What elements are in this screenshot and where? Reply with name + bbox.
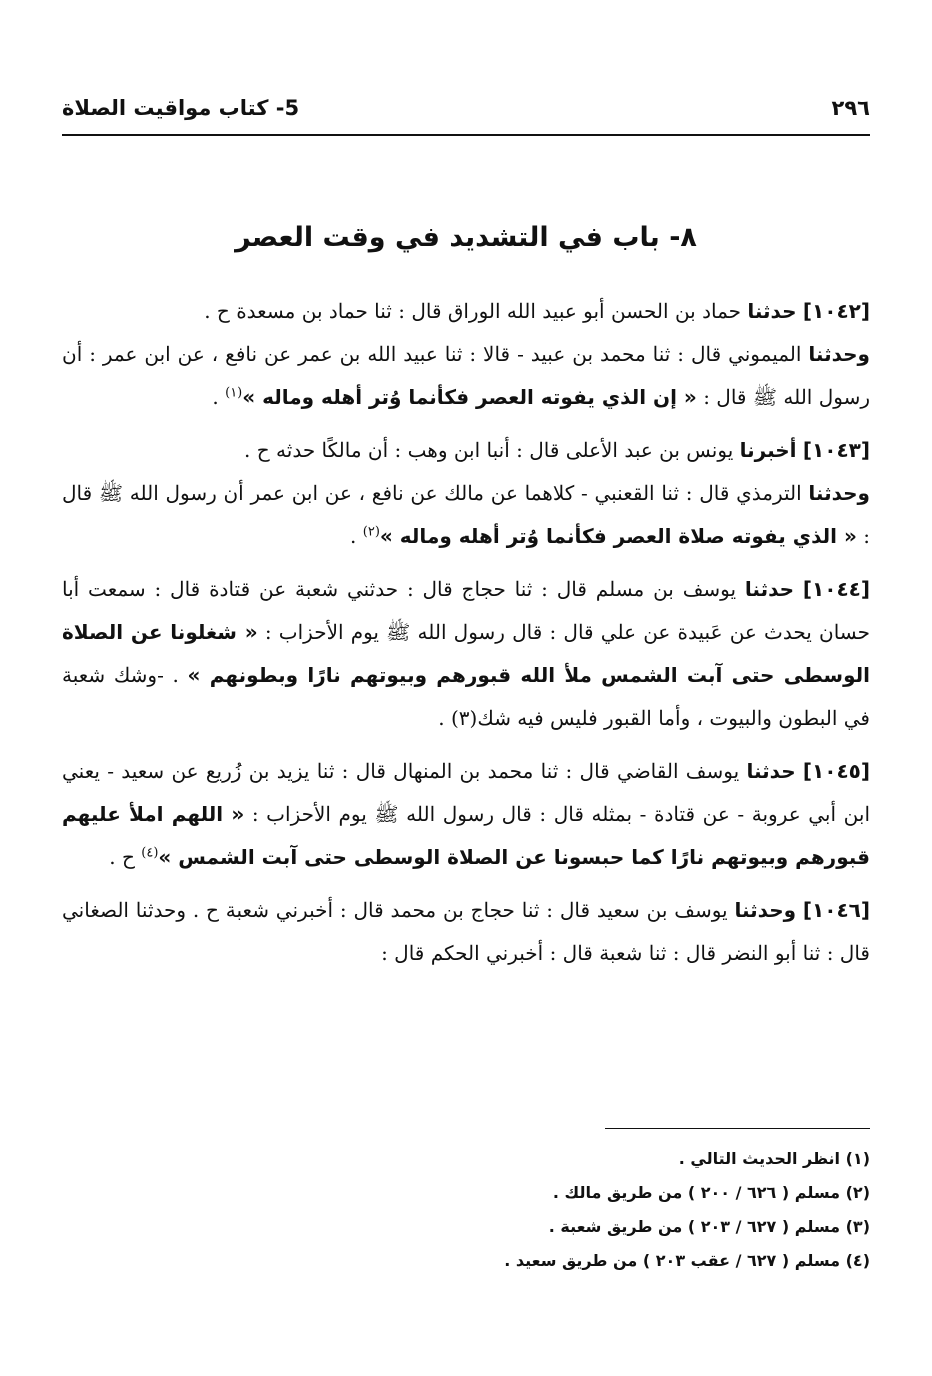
book-title: 5- كتاب مواقيت الصلاة — [62, 96, 300, 120]
hadith-number: [١٠٤٢] — [802, 299, 870, 323]
isnad-text: يوسف بن مسلم قال : ثنا حجاج قال : حدثني شعبة عن قتادة قال : سمعت أبا حسان يحدث عن عَبيدة عن علي قال : قال رسول الله ﷺ يوم الأحزاب : — [62, 577, 870, 644]
narration-lead: وحدثنا — [808, 342, 870, 366]
hadith-paragraph — [62, 472, 870, 558]
chapter-title: ٨- باب في التشديد في وقت العصر — [235, 222, 697, 253]
footnote-3: (٣) مسلم ( ٦٢٧ / ٢٠٣ ) من طريق شعبة . — [548, 1217, 870, 1236]
prophetic-quote: « الذي يفوته صلاة العصر فكأنما وُتر أهله وماله » — [379, 524, 857, 548]
hadith-paragraph — [62, 568, 870, 740]
footnote-4: (٤) مسلم ( ٦٢٧ / عقب ٢٠٣ ) من طريق سعيد . — [504, 1251, 870, 1270]
narration-lead: أخبرنا — [739, 438, 797, 462]
hadith-1045 — [62, 750, 870, 879]
hadith-1044 — [62, 568, 870, 740]
hadith-paragraph — [62, 750, 870, 879]
hadith-paragraph — [62, 429, 870, 472]
prophetic-quote: « شغلونا عن الصلاة الوسطى حتى آبت الشمس ملأ الله قبورهم وبيوتهم نارًا وبطونهم » — [62, 620, 870, 687]
footnote-ref: (٢) — [362, 524, 380, 540]
book-page — [62, 0, 870, 1376]
footnote-ref: (٤) — [141, 845, 159, 861]
footnote-ref: (١) — [225, 385, 243, 401]
prophetic-quote: « اللهم املأ عليهم قبورهم وبيوتهم نارًا كما حبسونا عن الصلاة الوسطى حتى آبت الشمس » — [62, 802, 870, 869]
page-number: ٢٩٦ — [831, 96, 870, 120]
running-header — [62, 88, 870, 128]
narration-lead: حدثنا — [747, 299, 797, 323]
footnote-2: (٢) مسلم ( ٦٢٦ / ٢٠٠ ) من طريق مالك . — [552, 1183, 870, 1202]
hadith-1046 — [62, 889, 870, 975]
prophetic-quote: « إن الذي يفوته العصر فكأنما وُتر أهله وماله » — [242, 385, 697, 409]
hadith-list — [62, 290, 870, 985]
paragraph-tail: ح . — [109, 845, 142, 869]
hadith-number: [١٠٤٤] — [802, 577, 871, 601]
isnad-text: يوسف بن سعيد قال : ثنا حجاج بن محمد قال : أخبرني شعبة ح . وحدثنا الصغاني قال : ثنا أبو النضر قال : ثنا شعبة قال : أخبرني الحكم قال : — [62, 898, 870, 965]
hadith-1043 — [62, 429, 870, 558]
isnad-text: الميموني قال : ثنا محمد بن عبيد - قالا : ثنا عبيد الله بن عمر عن نافع ، عن ابن عمر : أن رسول الله ﷺ قال : — [62, 342, 870, 409]
narration-lead: حدثنا — [746, 759, 796, 783]
paragraph-tail: . — [212, 385, 226, 409]
narration-lead: وحدثنا — [734, 898, 797, 922]
footnote-1: (١) انظر الحديث التالي . — [678, 1149, 870, 1168]
narration-lead: وحدثنا — [808, 481, 870, 505]
isnad-text: يونس بن عبد الأعلى قال : أنبا ابن وهب : أن مالكًا حدثه ح . — [244, 438, 740, 462]
hadith-number: [١٠٤٣] — [802, 438, 870, 462]
hadith-paragraph — [62, 333, 870, 419]
header-divider — [62, 134, 870, 136]
isnad-text: يوسف القاضي قال : ثنا محمد بن المنهال قال : ثنا يزيد بن زُريع عن سعيد - يعني ابن أبي عروبة - عن قتادة - بمثله قال : قال رسول الله ﷺ يوم الأحزاب : — [62, 759, 870, 826]
isnad-text: حماد بن الحسن أبو عبيد الله الوراق قال : ثنا حماد بن مسعدة ح . — [204, 299, 748, 323]
footnote-divider — [605, 1128, 870, 1129]
hadith-1042 — [62, 290, 870, 419]
hadith-number: [١٠٤٦] — [802, 898, 870, 922]
hadith-paragraph — [62, 889, 870, 975]
isnad-text: الترمذي قال : ثنا القعنبي - كلاهما عن مالك عن نافع ، عن ابن عمر أن رسول الله ﷺ قال : — [62, 481, 870, 548]
footnotes — [62, 1142, 870, 1278]
narration-lead: حدثنا — [744, 577, 795, 601]
hadith-paragraph — [62, 290, 870, 333]
hadith-number: [١٠٤٥] — [802, 759, 870, 783]
paragraph-tail: . -وشك شعبة في البطون والبيوت ، وأما القبور فليس فيه شك(٣) . — [62, 663, 870, 730]
paragraph-tail: . — [350, 524, 363, 548]
